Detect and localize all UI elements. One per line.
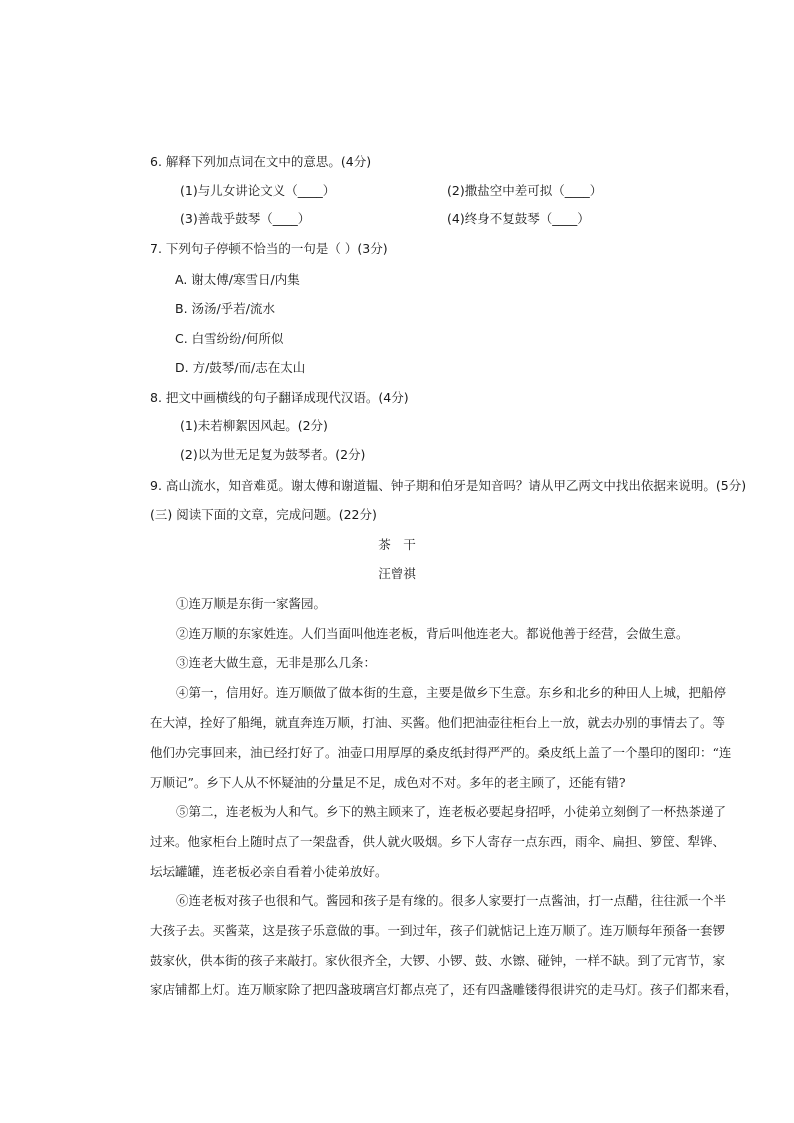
q6-item-4: (4)终身不复鼓琴（____） — [447, 211, 590, 226]
article-line-10: 坛坛罐罐，连老板必亲自看着小徒弟放好。 — [150, 864, 388, 879]
q7-option-c: C. 白雪纷纷/何所似 — [175, 331, 284, 346]
article-line-8: ⑤第二，连老板为人和气。乡下的熟主顾来了，连老板必要起身招呼，小徒弟立刻倒了一杯热茶递了 — [176, 804, 727, 819]
article-line-12: 大孩子去。买酱菜，这是孩子乐意做的事。一到过年，孩子们就惦记上连万顺了。连万顺每年预备一套锣 — [150, 923, 726, 938]
q6-item-3: (3)善哉乎鼓琴（____） — [180, 211, 311, 226]
q8-item-1: (1)未若柳絮因风起。(2分) — [180, 418, 328, 433]
article-line-5: 在大淖，拴好了船绳，就直奔连万顺，打油、买酱。他们把油壶往柜台上一放，就去办别的事情去了。等 — [150, 715, 726, 730]
article-line-4: ④第一，信用好。连万顺做了做本街的生意，主要是做乡下生意。东乡和北乡的种田人上城，把船停 — [176, 685, 727, 700]
q7-option-b: B. 汤汤/乎若/流水 — [175, 301, 275, 316]
q8-stem: 8. 把文中画横线的句子翻译成现代汉语。(4分) — [150, 390, 409, 405]
article-line-1: ①连万顺是东街一家酱园。 — [176, 596, 327, 611]
article-line-11: ⑥连老板对孩子也很和气。酱园和孩子是有缘的。很多人家要打一点酱油，打一点醋，往往派一个半 — [176, 893, 727, 908]
q6-stem: 6. 解释下列加点词在文中的意思。(4分) — [150, 154, 372, 169]
article-line-7: 万顺记”。乡下人从不怀疑油的分量足不足，成色对不对。多年的老主顾了，还能有错? — [150, 775, 626, 790]
article-line-6: 他们办完事回来，油已经打好了。油壶口用厚厚的桑皮纸封得严严的。桑皮纸上盖了一个墨印的图印：“连 — [150, 745, 732, 760]
article-line-2: ②连万顺的东家姓连。人们当面叫他连老板，背后叫他连老大。都说他善于经营，会做生意。 — [176, 626, 689, 641]
q6-item-1: (1)与儿女讲论文义（____） — [180, 183, 336, 198]
q7-option-d: D. 方/鼓琴/而/志在太山 — [175, 360, 306, 375]
article-line-14: 家店铺都上灯。连万顺家除了把四盏玻璃宫灯都点亮了，还有四盏雕镂得很讲究的走马灯。孩子们都来看， — [150, 982, 738, 997]
section3-heading: (三) 阅读下面的文章，完成问题。(22分) — [150, 507, 377, 522]
article-line-3: ③连老大做生意，无非是那么几条： — [176, 655, 377, 670]
q8-item-2: (2)以为世无足复为鼓琴者。(2分) — [180, 447, 366, 462]
q7-option-a: A. 谢太傅/寒雪日/内集 — [175, 272, 300, 287]
q9-stem: 9. 高山流水，知音难觅。谢太傅和谢道韫、钟子期和伯牙是知音吗？请从甲乙两文中找出依据来说明。(5分) — [150, 478, 747, 493]
article-author: 汪曾祺 — [378, 566, 416, 581]
article-line-13: 鼓家伙，供本街的孩子来敲打。家伙很齐全，大锣、小锣、鼓、水镲、碰钟，一样不缺。到了元宵节，家 — [150, 953, 726, 968]
q7-stem: 7. 下列句子停顿不恰当的一句是（ ）(3分) — [150, 241, 388, 256]
article-line-9: 过来。他家柜台上随时点了一架盘香，供人就火吸烟。乡下人寄存一点东西，雨伞、扁担、箩筐、犁铧、 — [150, 834, 726, 849]
article-title: 茶 干 — [378, 537, 416, 552]
q6-item-2: (2)撒盐空中差可拟（____） — [447, 183, 603, 198]
